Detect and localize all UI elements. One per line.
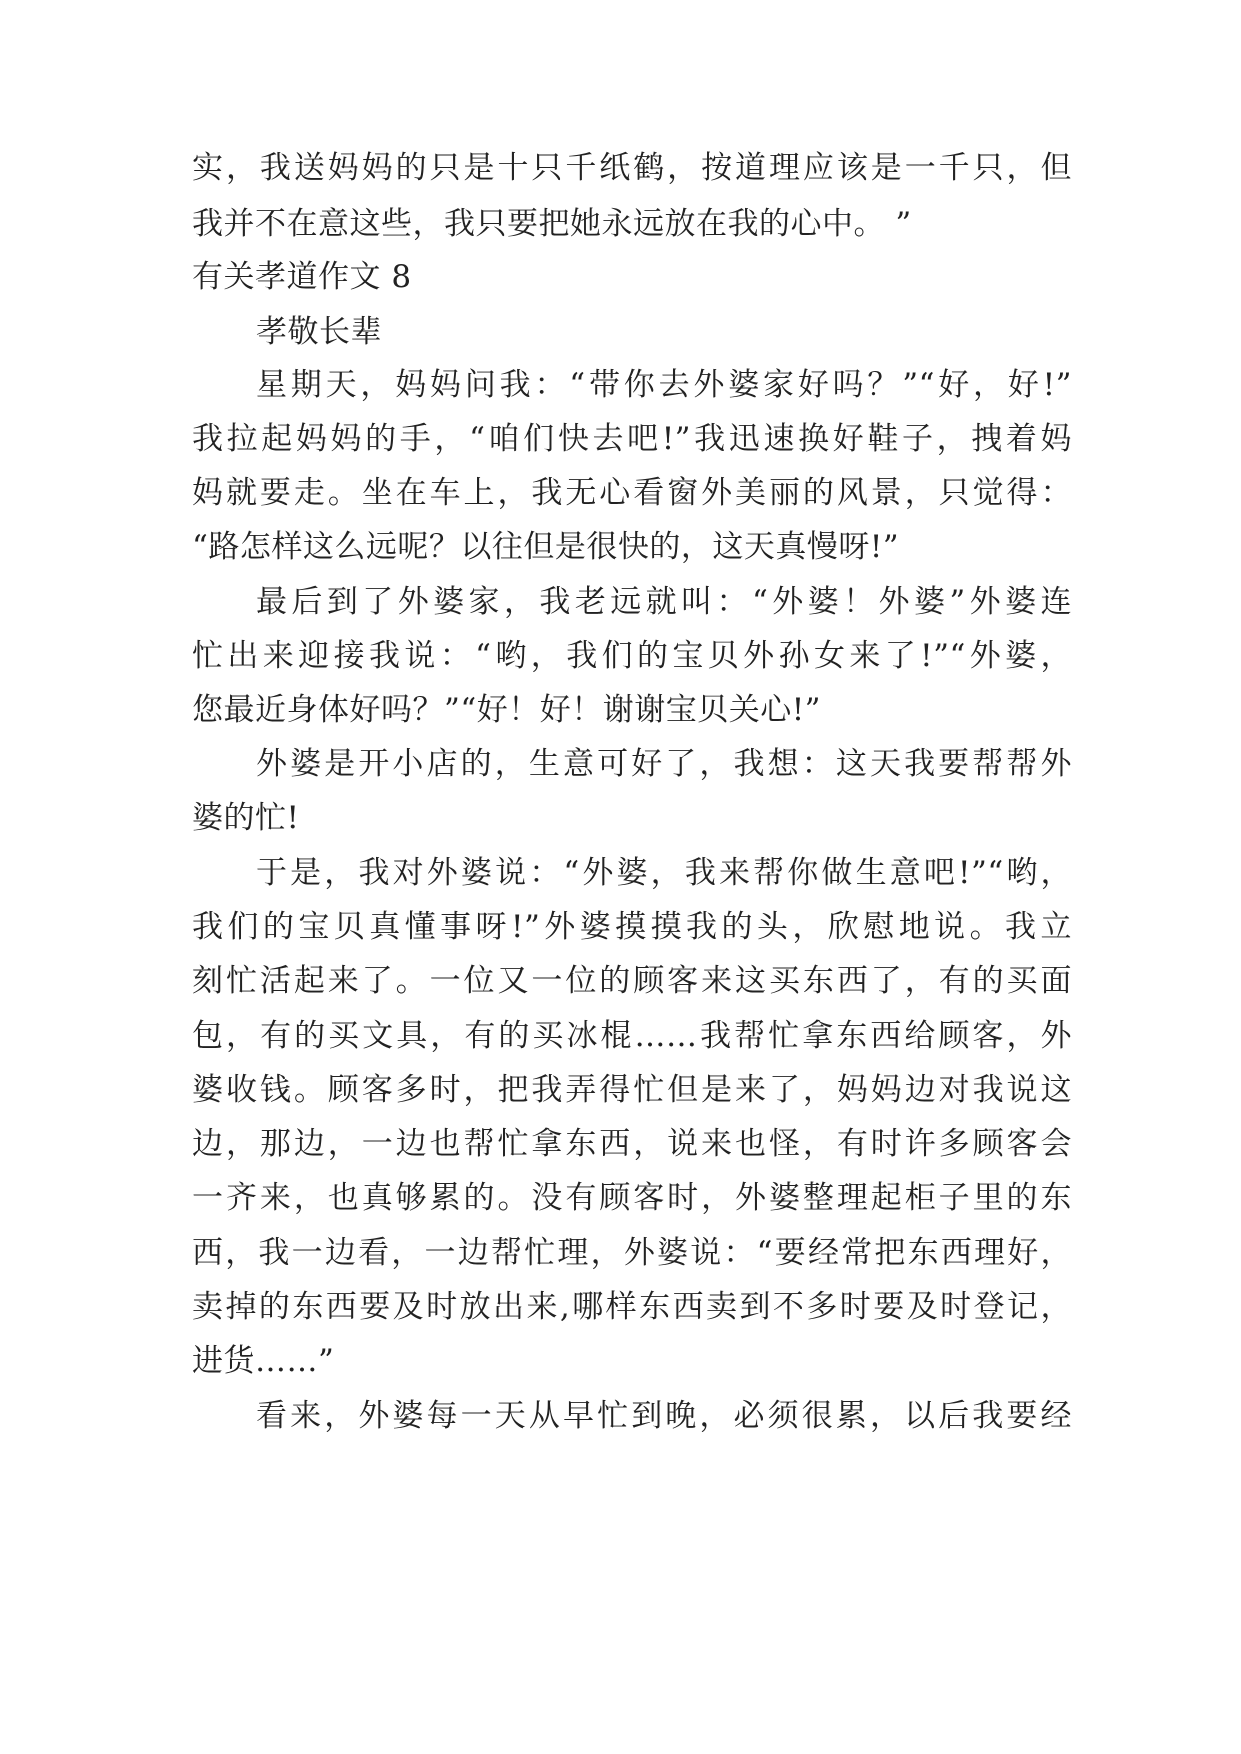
text-line: 婆的忙! [192, 800, 300, 836]
text-line: 我拉起妈妈的手，“咱们快去吧!”我迅速换好鞋子，拽着妈 [192, 421, 1072, 457]
text-line: 边，那边，一边也帮忙拿东西，说来也怪，有时许多顾客会 [192, 1126, 1072, 1162]
article-title: 孝敬长辈 [256, 314, 382, 350]
text-line: 忙出来迎接我说：“哟，我们的宝贝外孙女来了!”“外婆， [192, 638, 1072, 674]
text-line: 妈就要走。坐在车上，我无心看窗外美丽的风景，只觉得： [192, 475, 1072, 511]
text-line: 包，有的买文具，有的买冰棍……我帮忙拿东西给顾客，外 [192, 1018, 1072, 1054]
text-line: 进货……” [192, 1343, 335, 1379]
text-line: 看来，外婆每一天从早忙到晚，必须很累，以后我要经 [256, 1398, 1072, 1434]
section-heading: 有关孝道作文 8 [192, 259, 412, 295]
text-line: 西，我一边看，一边帮忙理，外婆说：“要经常把东西理好， [192, 1235, 1072, 1271]
text-line: 外婆是开小店的，生意可好了，我想：这天我要帮帮外 [256, 746, 1072, 782]
text-line: 我们的宝贝真懂事呀!”外婆摸摸我的头，欣慰地说。我立 [192, 909, 1072, 945]
text-line: 于是，我对外婆说：“外婆，我来帮你做生意吧!”“哟， [256, 855, 1072, 891]
text-line: 卖掉的东西要及时放出来,哪样东西卖到不多时要及时登记， [192, 1289, 1072, 1325]
text-line: 婆收钱。顾客多时，把我弄得忙但是来了，妈妈边对我说这 [192, 1072, 1072, 1108]
text-line: 我并不在意这些，我只要把她永远放在我的心中。 ” [192, 206, 912, 242]
text-line: “路怎样这么远呢？以往但是很快的，这天真慢呀!” [192, 529, 900, 565]
text-line: 一齐来，也真够累的。没有顾客时，外婆整理起柜子里的东 [192, 1180, 1072, 1216]
text-line: 星期天，妈妈问我：“带你去外婆家好吗？”“好，好!” [256, 367, 1072, 403]
text-line: 您最近身体好吗？”“好！好！谢谢宝贝关心!” [192, 692, 821, 728]
text-line: 刻忙活起来了。一位又一位的顾客来这买东西了，有的买面 [192, 963, 1072, 999]
text-line: 实，我送妈妈的只是十只千纸鹤，按道理应该是一千只，但 [192, 150, 1072, 186]
text-line: 最后到了外婆家，我老远就叫：“外婆！外婆”外婆连 [256, 584, 1072, 620]
